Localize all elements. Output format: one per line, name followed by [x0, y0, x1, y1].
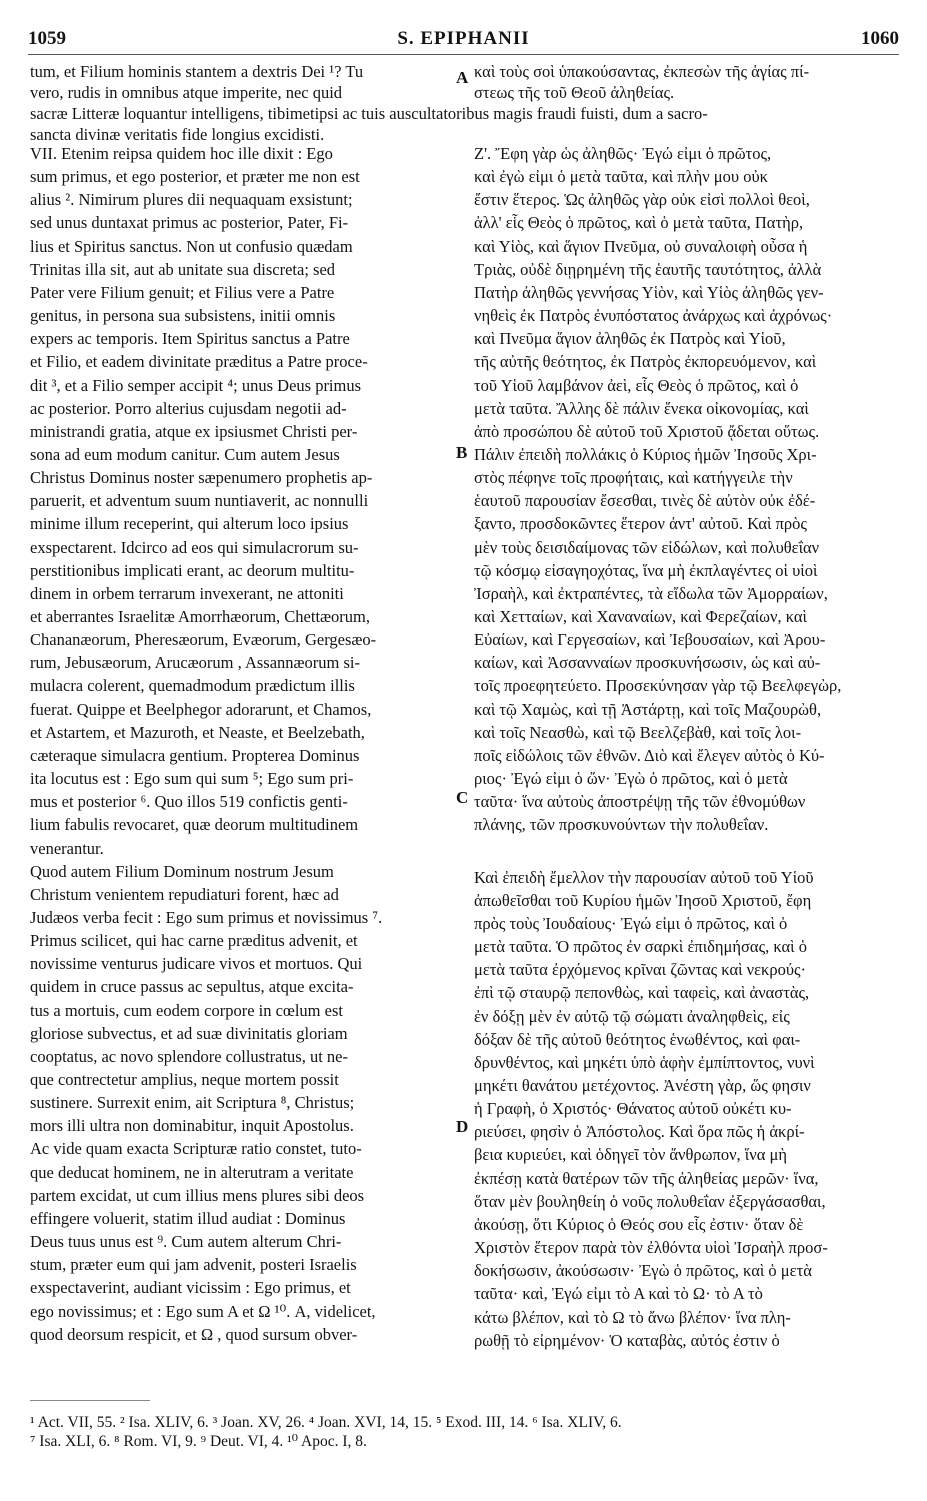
- greek-line: καὶ Υἱὸς, καὶ ἅγιον Πνεῦμα, οὐ συναλοιφὴ οὖσα ἡ: [474, 236, 808, 256]
- greek-line: τῆς αὐτῆς θεότητος, ἐκ Πατρὸς ἐκπορευόμενον, καὶ: [474, 352, 817, 372]
- greek-line: μὲν τοὺς δεισιδαίμονας τῶν εἰδώλων, καὶ πολυθεΐαν: [474, 537, 820, 557]
- greek-line: καὶ τοὺς σοὶ ὑπακούσαντας, ἐκπεσὼν τῆς ἁγίας πί-: [474, 62, 810, 81]
- margin-letter: A: [456, 68, 469, 87]
- greek-line: μετὰ ταῦτα. Ὁ πρῶτος ἐν σαρκὶ ἐπιδημήσας, καὶ ὁ: [474, 937, 807, 957]
- latin-line: Trinitas illa sit, aut ab unitate sua discreta; sed: [30, 259, 336, 279]
- margin-letter: D: [456, 1117, 469, 1136]
- greek-line: δρυνθέντος, καὶ μηκέτι ὑπὸ ἁφὴν ἐμπίπτοντος, νυνὶ: [474, 1052, 815, 1072]
- latin-line: ego novissimus; et : Ego sum A et Ω ¹⁰. A, videlicet,: [30, 1301, 376, 1321]
- latin-line: novissime venturus judicare vivos et mortuos. Qui: [30, 954, 363, 974]
- footnote-rule: [30, 1400, 150, 1401]
- latin-line: VII. Etenim reipsa quidem hoc ille dixit : Ego: [30, 144, 333, 163]
- greek-line: βεια κυριεύει, καὶ ὁδηγεῖ τὸν ἄνθρωπον, ἵνα μὴ: [474, 1145, 787, 1165]
- greek-line: Εὐαίων, καὶ Γεργεσαίων, καὶ Ἰεβουσαίων, καὶ Ἀρου-: [474, 630, 826, 650]
- greek-line: ριεύσει, φησὶν ὁ Ἀπόστολος. Καὶ ὅρα πῶς ἡ ἀκρί-: [474, 1122, 805, 1142]
- greek-line: Τριὰς, οὐδὲ διῃρημένη τῆς ἑαυτῆς ταυτότητος, ἀλλὰ: [474, 259, 822, 279]
- latin-line: rum, Jebusæorum, Arucæorum , Assannæorum si-: [30, 653, 360, 673]
- header-rule: [28, 54, 899, 55]
- greek-line: μετὰ ταῦτα ἐρχόμενος κρῖναι ζῶντας καὶ νεκρούς·: [474, 960, 807, 980]
- greek-line: μηκέτι θανάτου μετέχοντος. Ἀνέστη γὰρ, ὥς φησιν: [474, 1076, 811, 1095]
- latin-line: partem excidat, ut cum illius mens plures sibi deos: [30, 1185, 365, 1205]
- greek-line: ἐν δόξῃ μὲν ἐν αὐτῷ τῷ σώματι ἀναληφθεὶς, εἰς: [474, 1006, 790, 1026]
- greek-line: δόξαν δὲ τῆς αὐτοῦ θεότητος ἑνωθέντος, καὶ φαι-: [474, 1029, 801, 1049]
- latin-line: perstitionibus implicati erant, ac deorum multitu-: [30, 560, 355, 580]
- latin-line: fuerat. Quippe et Beelphegor adorarunt, et Chamos,: [30, 699, 372, 719]
- latin-line: venerantur.: [30, 838, 104, 858]
- latin-line: mulacra colerent, quemadmodum prædictum illis: [30, 676, 355, 696]
- full-width-line: sacræ Litteræ loquantur intelligens, tibimetipsi ac tuis auscultatoribus magis fraudi fuisti, dum a sacro-: [30, 104, 708, 123]
- latin-line: mus et posterior ⁶. Quo illos 519 confictis genti-: [30, 792, 348, 812]
- latin-line: Quod autem Filium Dominum nostrum Jesum: [30, 861, 334, 881]
- latin-line: et Filio, et eadem divinitate præditus a Patre proce-: [30, 352, 368, 372]
- greek-line: ποῖς εἰδώλοις τῶν ἐθνῶν. Διὸ καὶ ἔλεγεν αὐτὸς ὁ Κύ-: [474, 745, 825, 765]
- right-page-number: 1060: [861, 28, 899, 49]
- latin-line: mors illi ultra non dominabitur, inquit Apostolus.: [30, 1116, 354, 1136]
- greek-line: Καὶ ἐπειδὴ ἔμελλον τὴν παρουσίαν αὐτοῦ τοῦ Υἱοῦ: [474, 867, 814, 887]
- latin-line: Chananæorum, Pheresæorum, Evæorum, Gergesæo-: [30, 630, 377, 650]
- latin-line: quidem in cruce passus ac sepultus, atque excita-: [30, 977, 354, 997]
- latin-line: gloriose subvectus, et ad suæ divinitatis gloriam: [30, 1023, 348, 1043]
- latin-line: minime illum receperint, qui alterum loco ipsius: [30, 514, 349, 534]
- latin-line: exspectarent. Idcirco ad eos qui simulacrorum su-: [30, 537, 359, 557]
- latin-line: sona ad eum modum canitur. Cum autem Jesus: [30, 444, 340, 464]
- greek-line: καίων, καὶ Ἀσσανναίων προσκυνήσωσιν, ὡς καὶ αὐ-: [474, 653, 821, 673]
- footnote-line: ¹ Act. VII, 55. ² Isa. XLIV, 6. ³ Joan. XV, 26. ⁴ Joan. XVI, 14, 15. ⁵ Exod. III, 14. ⁶ Isa. XLIV, 6.: [30, 1414, 622, 1431]
- greek-line: ρωθῇ τὸ εἰρημένον· Ὁ καταβὰς, αὐτός ἐστιν ὁ: [474, 1330, 780, 1350]
- running-title: S. EPIPHANII: [397, 28, 530, 49]
- greek-line: νηθεὶς ἐκ Πατρὸς ἐνυπόστατος ἀνάρχως καὶ ἀχρόνως·: [474, 306, 833, 326]
- greek-line: ξαντο, προσδοκῶντες ἕτερον ἀντ' αὐτοῦ. Καὶ πρὸς: [474, 514, 807, 534]
- greek-line: ἀλλ' εἷς Θεὸς ὁ πρῶτος, καὶ ὁ μετὰ ταῦτα, Πατὴρ,: [474, 213, 804, 233]
- greek-line: πλάνης, τῶν προσκυνούντων τὴν πολυθεΐαν.: [474, 815, 769, 835]
- latin-line: alius ². Nimirum plures dii nequaquam exsistunt;: [30, 190, 353, 210]
- latin-line: et Astartem, et Mazuroth, et Neaste, et Beelzebath,: [30, 722, 365, 742]
- latin-line: Pater vere Filium genuit; et Filius vere a Patre: [30, 282, 335, 302]
- greek-line: ἀπὸ προσώπου δὲ αὐτοῦ τοῦ Χριστοῦ ᾄδεται οὕτως.: [474, 421, 820, 441]
- greek-line: καὶ ἐγὼ εἰμι ὁ μετὰ ταῦτα, καὶ πλὴν μου οὐκ: [474, 167, 768, 187]
- greek-line: καὶ Χετταίων, καὶ Χαναναίων, καὶ Φερεζαίων, καὶ: [474, 607, 807, 626]
- latin-line: paruerit, et adventum suum nuntiaverit, ac nonnulli: [30, 491, 369, 511]
- latin-line: Judæos verba fecit : Ego sum primus et novissimus ⁷.: [30, 907, 383, 927]
- greek-line: ἡ Γραφὴ, ὁ Χριστός· Θάνατος αὐτοῦ οὐκέτι κυ-: [474, 1099, 792, 1119]
- footnote-line: ⁷ Isa. XLI, 6. ⁸ Rom. VI, 9. ⁹ Deut. VI, 4. ¹⁰ Apoc. I, 8.: [30, 1433, 367, 1450]
- latin-line: Primus scilicet, qui hac carne præditus advenit, et: [30, 931, 358, 951]
- latin-line: Deus tuus unus est ⁹. Cum autem alterum Chri-: [30, 1232, 342, 1252]
- greek-line: ἑαυτοῦ παρουσίαν ἔσεσθαι, τινὲς δὲ αὐτὸν οὐκ ἐδέ-: [474, 491, 816, 511]
- latin-line: ac posterior. Porro alterius cujusdam negotii ad-: [30, 398, 347, 418]
- greek-line: ἐκπέσῃ κατὰ θατέρων τῶν τῆς ἀληθείας μερῶν· ἵνα,: [474, 1168, 819, 1188]
- greek-line: ὅταν μὲν βουληθείη ὁ νοῦς πολυθεΐαν ἐξεργάσασθαι,: [474, 1191, 826, 1211]
- greek-line: μετὰ ταῦτα. Ἄλλης δὲ πάλιν ἕνεκα οἰκονομίας, καὶ: [474, 398, 809, 418]
- latin-line: que contrectetur amplius, neque mortem possit: [30, 1070, 339, 1089]
- latin-line: lium fabulis revocaret, quæ deorum multitudinem: [30, 815, 359, 835]
- latin-line: quod deorsum respicit, et Ω , quod sursum obver-: [30, 1324, 358, 1344]
- latin-line: effingere voluerit, statim illud audiat : Dominus: [30, 1208, 346, 1228]
- greek-line: Ζ'. Ἔφη γὰρ ὡς ἀληθῶς· Ἐγώ εἰμι ὁ πρῶτος,: [474, 144, 772, 163]
- latin-line: Christus Dominus noster sæpenumero prophetis ap-: [30, 468, 373, 488]
- full-width-line: sancta divinæ veritatis fide longius excidisti.: [30, 124, 325, 144]
- greek-line: καὶ Πνεῦμα ἅγιον ἀληθῶς ἐκ Πατρὸς καὶ Υἱοῦ,: [474, 329, 786, 349]
- latin-line: ministrandi gratia, atque ex ipsiusmet Christi per-: [30, 421, 358, 441]
- greek-line: Ἰσραὴλ, καὶ ἐκτραπέντες, τὰ εἴδωλα τῶν Ἀμορραίων,: [474, 583, 828, 603]
- latin-line: tus a mortuis, cum eodem corpore in cœlum est: [30, 1000, 343, 1020]
- greek-line: Πάλιν ἐπειδὴ πολλάκις ὁ Κύριος ἡμῶν Ἰησοῦς Χρι-: [474, 444, 817, 464]
- latin-line: dit ³, et a Filio semper accipit ⁴; unus Deus primus: [30, 375, 362, 395]
- latin-line: expers ac temporis. Item Spiritus sanctus a Patre: [30, 329, 350, 349]
- latin-line: et aberrantes Israelitæ Amorrhæorum, Chettæorum,: [30, 607, 371, 626]
- greek-line: στεως τῆς τοῦ Θεοῦ ἀληθείας.: [474, 82, 675, 102]
- greek-line: καὶ τῷ Χαμὼς, καὶ τῇ Ἀστάρτῃ, καὶ τοῖς Μαζουρὼθ,: [474, 699, 822, 719]
- latin-line: cæteraque simulacra gentium. Propterea Dominus: [30, 745, 360, 765]
- latin-line: vero, rudis in omnibus atque imperite, nec quid: [30, 82, 343, 102]
- latin-line: Christum venientem repudiaturi forent, hæc ad: [30, 884, 339, 904]
- greek-line: ἀπωθεῖσθαι τοῦ Κυρίου ἡμῶν Ἰησοῦ Χριστοῦ, ἔφη: [474, 890, 812, 910]
- greek-line: τῷ κόσμῳ εἰσαγηοχότας, ἵνα μὴ ἐκπλαγέντες οἱ υἱοὶ: [474, 560, 818, 580]
- latin-line: tum, et Filium hominis stantem a dextris Dei ¹? Tu: [30, 62, 364, 81]
- greek-line: Χριστὸν ἕτερον παρὰ τὸν ἐλθόντα υἱοὶ Ἰσραὴλ προσ-: [474, 1238, 828, 1258]
- margin-letter: C: [456, 788, 469, 807]
- greek-line: Πατὴρ ἀληθῶς γεννήσας Υἱὸν, καὶ Υἱὸς ἀληθῶς γεν-: [474, 282, 824, 302]
- latin-line: stum, præter eum qui jam advenit, posteri Israelis: [30, 1255, 357, 1275]
- greek-line: τοῖς προεφητεύετο. Προσεκύνησαν γὰρ τῷ Βεελφεγὼρ,: [474, 676, 842, 696]
- greek-line: κάτω βλέπον, καὶ τὸ Ω τὸ ἄνω βλέπον· ἵνα πλη-: [474, 1307, 791, 1327]
- greek-line: πρὸς τοὺς Ἰουδαίους· Ἐγώ εἰμι ὁ πρῶτος, καὶ ὁ: [474, 913, 788, 933]
- latin-line: cooptatus, ac novo splendore collustratus, ut ne-: [30, 1046, 349, 1066]
- greek-line: στὸς πέφηνε τοῖς προφήταις, καὶ κατήγγειλε τὴν: [474, 468, 793, 488]
- greek-line: δοκήσωσιν, ἀκούσωσιν· Ἐγὼ ὁ πρῶτος, καὶ ὁ μετὰ: [474, 1261, 812, 1281]
- latin-line: dinem in orbem terrarum invexerant, ne attoniti: [30, 583, 344, 603]
- greek-line: ταῦτα· ἵνα αὐτοὺς ἀποστρέψῃ τῆς τῶν ἐθνομύθων: [474, 792, 806, 812]
- greek-line: ἐπὶ τῷ σταυρῷ πεπονθὼς, καὶ ταφεὶς, καὶ ἀναστὰς,: [474, 983, 810, 1003]
- latin-line: exspectaverint, audiant vicissim : Ego primus, et: [30, 1278, 351, 1298]
- latin-line: Ac vide quam exacta Scripturæ ratio constet, tuto-: [30, 1139, 362, 1159]
- latin-line: sed unus duntaxat primus ac posterior, Pater, Fi-: [30, 213, 349, 233]
- latin-line: sum primus, et ego posterior, et præter me non est: [30, 167, 360, 187]
- greek-line: ριος· Ἐγώ εἰμι ὁ ὤν· Ἐγὼ ὁ πρῶτος, καὶ ὁ μετὰ: [474, 769, 788, 789]
- latin-line: genitus, in persona sua subsistens, initii omnis: [30, 306, 336, 326]
- greek-line: ἀκούσῃ, ὅτι Κύριος ὁ Θεός σου εἷς ἐστιν· ὅταν δὲ: [474, 1214, 804, 1234]
- greek-line: ἔστιν ἕτερος. Ὡς ἀληθῶς γὰρ οὐκ εἰσὶ πολλοὶ θεοὶ,: [474, 190, 810, 210]
- greek-line: τοῦ Υἱοῦ λαμβάνον ἀεὶ, εἷς Θεὸς ὁ πρῶτος, καὶ ὁ: [474, 375, 799, 395]
- left-page-number: 1059: [28, 28, 66, 49]
- latin-line: lius et Spiritus sanctus. Non ut confusio quædam: [30, 236, 353, 256]
- latin-line: ita locutus est : Ego sum qui sum ⁵; Ego sum pri-: [30, 769, 354, 789]
- greek-line: καὶ τοῖς Νεασθὼ, καὶ τῷ Βεελζεβὰθ, καὶ τοῖς λοι-: [474, 722, 802, 742]
- latin-line: que deducat hominem, ne in alterutram a veritate: [30, 1162, 354, 1182]
- latin-line: sustinere. Surrexit enim, ait Scriptura ⁸, Christus;: [30, 1093, 355, 1113]
- greek-line: ταῦτα· καὶ, Ἐγώ εἰμι τὸ Α καὶ τὸ Ω· τὸ Α τὸ: [474, 1284, 763, 1304]
- margin-letter: B: [456, 443, 468, 462]
